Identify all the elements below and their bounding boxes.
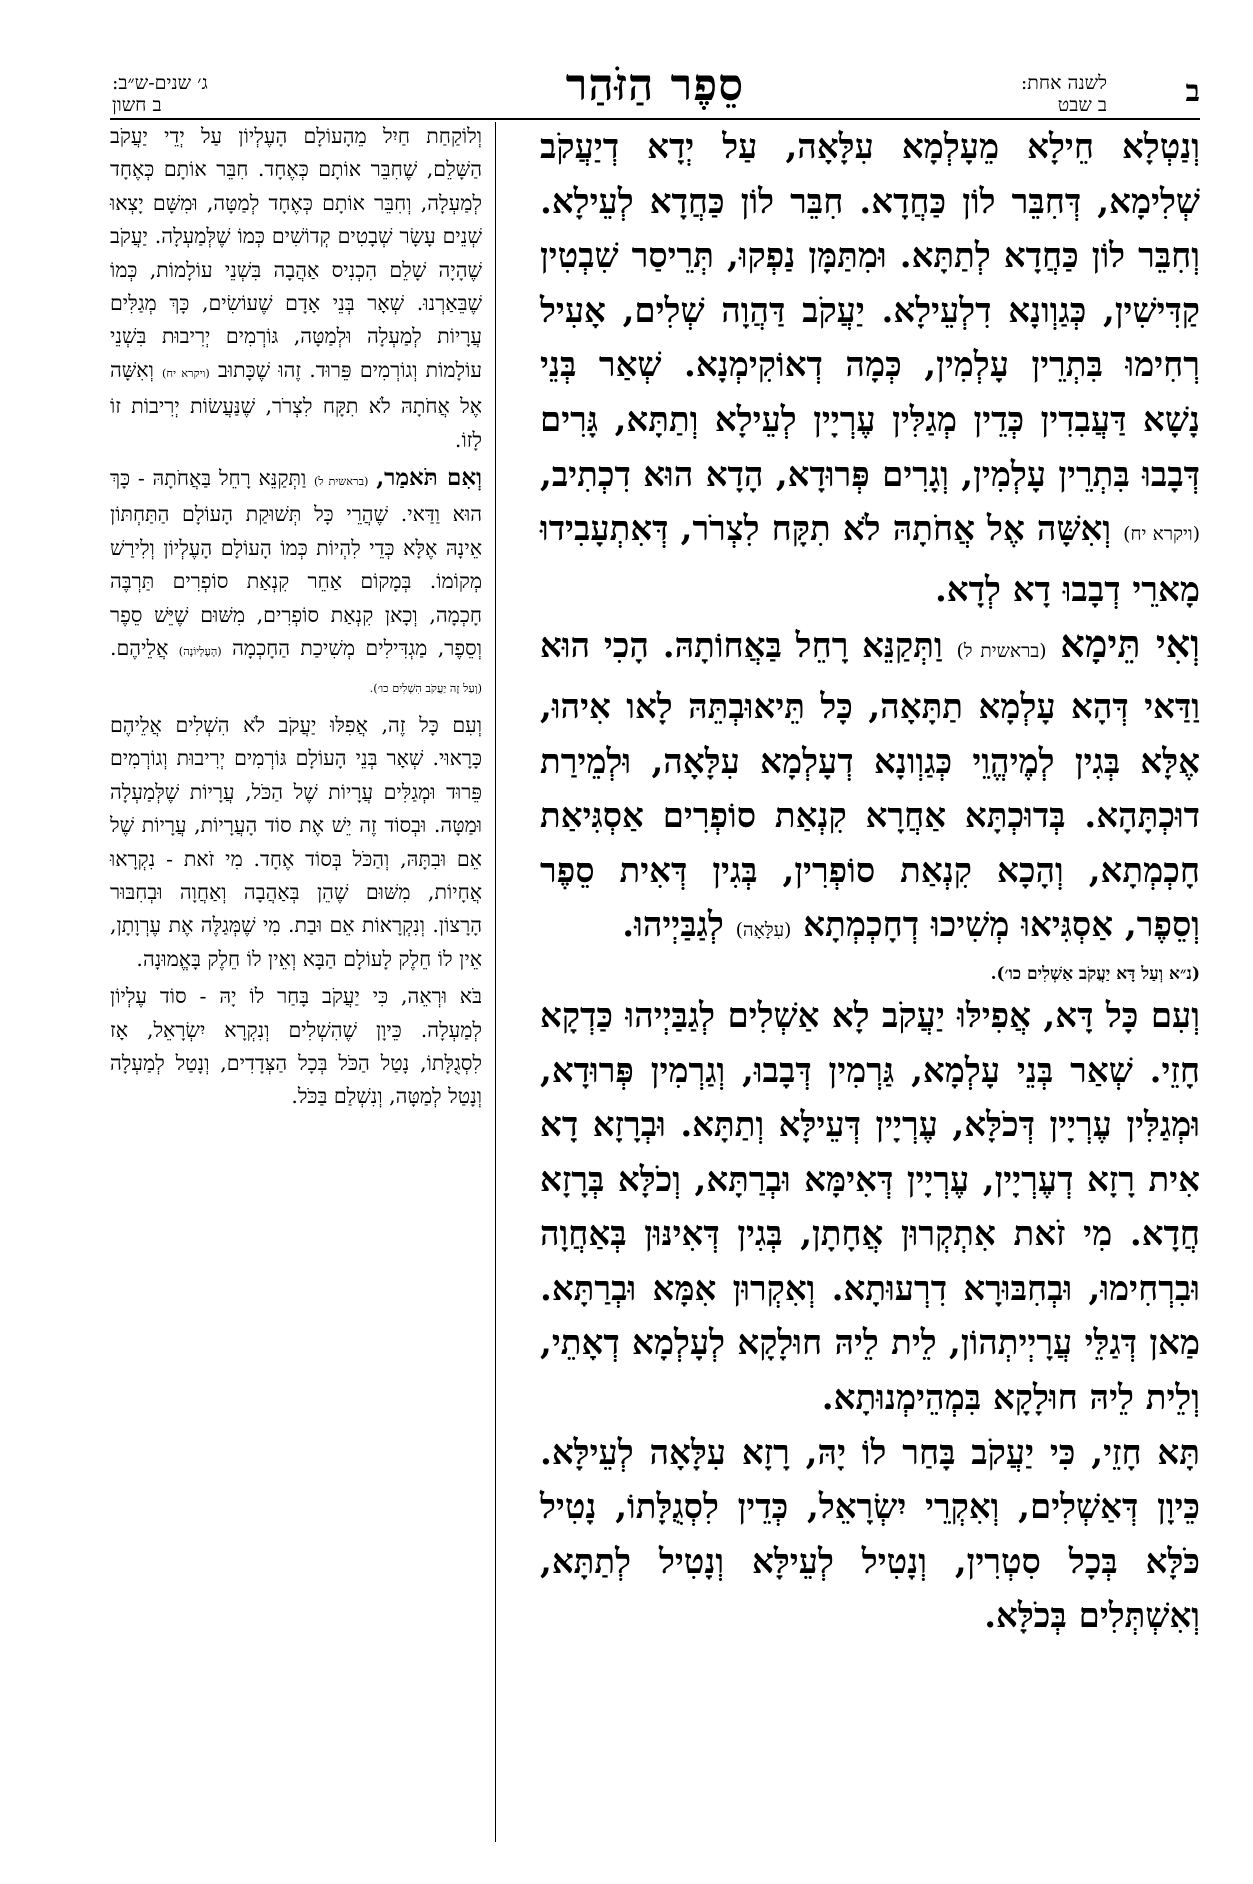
hebrew-translation-column (110, 120, 482, 1840)
commentary-date-label (112, 72, 208, 116)
aramaic-text-column (540, 120, 1200, 1840)
comm-paragraph-4: בֹּא וּרְאֵה, כִּי יַעֲקֹב בָּחַר לוֹ יָהּ - סוֹד עֶלְיוֹן לְמַעְלָה. כֵּיוָן שֶׁהִשְׁלִים וְנִקְרָא יִשְׂרָאֵל, אָז לִסְגֻלָּתוֹ, נָטַל הַכֹּל בְּכָל הַצְּדָדִים, וְנָטַל לְמַעְלָה וְנָטַל לְמַטָּה, וְנִשְׁלַם בַּכֹּל. (110, 984, 482, 1109)
variant-reading-note: (נ״א וְעַל דָּא יַעֲקֹב אַשְׁלִים כו׳). (990, 963, 1200, 984)
verse-reference: (ויקרא יח) (162, 366, 210, 380)
main-paragraph-3: וְעִם כָּל דָּא, אֲפִילּוּ יַעֲקֹב לָא אַשְׁלִים לְגַבַּיְיהוּ כַּדְקָא חָזֵי. שְׁאַר בְּנֵי עָלְמָא, גַּרְמִין דְּבָבוּ, וְגַרְמִין פְּרוּדָא, וּמְגַלִּין עֶרְיָין דְּכֹלָּא, עֶרְיָין דְּעֵילָּא וְתַתָּא. וּבְרָזָא דָא אִית רָזָא דְעֶרְיָין, עֶרְיָין דְּאִימָּא וּבְרַתָּא, וְכֹלָּא בְּרָזָא חֲדָא. מִי זֹאת אִתְקְרוּן אֲחָתָן, בְּגִין דְּאִינּוּן בְּאַחֲוָה וּבִרְחִימוּ, וּבְחִבּוּרָא דִרְעוּתָא. וְאִקְרוּן אִמָּא וּבְרַתָּא. מַאן דְּגַלֵּי עֲרָיְיתְהוֹן, לֵית לֵיהּ חוּלָקָא לְעָלְמָא דְאָתֵי, וְלֵית לֵיהּ חוּלָקָא בִּמְהֵימְנוּתָא. (540, 995, 1200, 1419)
variant-note: (עִלָּאָה) (735, 920, 792, 942)
main-paragraph-1: וְנַטְלָא חֵילָא מֵעָלְמָא עִלָּאָה, עַל יְדָא דְיַעֲקֹב שְׁלִימָא, דְּחִבֵּר לוֹן כַּחֲדָא. חִבֵּר לוֹן כַּחֲדָא לְעֵילָא. וְחִבֵּר לוֹן כַּחֲדָא לְתַתָּא. וּמִתַּמָּן נַפְקוּ, תְּרֵיסַר שִׁבְטִין קַדִּישִׁין, כְּגַוְונָא דִלְעֵילָא. יַעֲקֹב דַּהֲוָה שְׁלִים, אָעִיל רְחִימוּ בִּתְרֵין עָלְמִין, כְּמָה דְאוֹקִימְנָא. שְׁאַר בְּנֵי נָשָׁא דַּעֲבִדִין כְּדֵין מְגַלִּין עֶרְיָין לְעֵילָא וְתַתָּא, גָּרִים דְּבָבוּ בִּתְרֵין עָלְמִין, וְגָרִים פְּרוּדָא, הָדָא הוּא דִכְתִיב, (ויקרא יח) וְאִשָּׁה אֶל אֲחֹתָהּ לֹא תִקָּח לִצְרֹר, דְּאִתְעָבִידוּ מָארֵי דְבָבוּ דָא לְדָא. (540, 127, 1200, 610)
comm-paragraph-2: וְאִם תֹּאמַר, (בראשית ל) וַתְּקַנֵּא רָחֵל בַּאֲחֹתָהּ - כָּךְ הוּא וַדַּאי. שֶׁהֲרֵי כָּל תְּשׁוּקַת הָעוֹלָם הַתַּחְתּוֹן אֵינָהּ אֶלָּא כְּדֵי לִהְיוֹת כְּמוֹ הָעוֹלָם הָעֶלְיוֹן וְלִירַשׁ מְקוֹמוֹ. בְּמָקוֹם אַחֵר קִנְאַת סוֹפְרִים תַּרְבֶּה חָכְמָה, וְכָאן קִנְאַת סוֹפְרִים, מִשּׁוּם שֶׁיֵּשׁ סֵפֶר וְסֵפֶר, מַגְדִּילִים מְשִׁיכַת הַחָכְמָה (הָעֶלְיוֹנָה) אֲלֵיהֶם. (וְעַל זֶה יַעֲקֹב הִשְׁלִים כו׳). (110, 464, 482, 695)
page-header (110, 60, 1200, 120)
book-title: סֵפֶר הַזֹּהַר (565, 60, 745, 111)
comm-date-line2: ב חשון (112, 94, 162, 116)
comm-paragraph-1: וְלוֹקַחַת חַיִל מֵהָעוֹלָם הָעֶלְיוֹן עַל יְדֵי יַעֲקֹב הַשָּׁלֵם, שֶׁחִבֵּר אוֹתָם כְּאֶחָד. חִבֵּר אוֹתָם כְּאֶחָד לְמַעְלָה, וְחִבֵּר אוֹתָם כְּאֶחָד לְמַטָּה, וּמִשָּׁם יָצְאוּ שְׁנֵים עָשָׂר שְׁבָטִים קְדוֹשִׁים כְּמוֹ שֶׁלְּמַעְלָה. יַעֲקֹב שֶׁהָיָה שָׁלֵם הִכְנִיס אַהֲבָה בִּשְׁנֵי עוֹלָמוֹת, כְּמוֹ שֶׁבֵּאַרְנוּ. שְׁאָר בְּנֵי אָדָם שֶׁעוֹשִׂים, כָּךְ מְגַלִּים עֲרָיוֹת לְמַעְלָה וּלְמַטָּה, גּוֹרְמִים יְרִיבוּת בִּשְׁנֵי עוֹלָמוֹת וְגוֹרְמִים פֵּרוּד. זֶהוּ שֶׁכָּתוּב (ויקרא יח) וְאִשָּׁה אֶל אֲחֹתָהּ לֹא תִקָּח לִצְרֹר, שֶׁנַּעֲשׂוֹת יְרִיבוֹת זוֹ לָזוֹ. (110, 124, 482, 452)
variant-note: (הָעֶלְיוֹנָה) (178, 645, 222, 659)
main-date-line1: לשנה אחת: (1020, 72, 1107, 94)
page-number: ב (1185, 74, 1200, 109)
main-paragraph-4: תָּא חָזֵי, כִּי יַעֲקֹב בָּחַר לוֹ יָהּ, רָזָא עִלָּאָה לְעֵילָּא. כֵּיוָן דְּאַשְׁלִים, וְאִקְרֵי יִשְׂרָאֵל, כְּדֵין לִסְגֻלָּתוֹ, נָטִיל כֹּלָּא בְּכָל סִטְרִין, וְנָטִיל לְעֵילָּא וְנָטִיל לְתַתָּא, וְאִשְׁתְּלִים בְּכֹלָּא. (540, 1432, 1200, 1637)
variant-reading-note: (וְעַל זֶה יַעֲקֹב הִשְׁלִים כו׳). (369, 681, 482, 695)
verse-reference: (בראשית ל) (313, 475, 369, 489)
main-paragraph-2: וְאִי תֵּימָא (בראשית ל) וַתְּקַנֵּא רָחֵל בַּאֲחוֹתָהּ. הָכִי הוּא וַדַּאי דְּהָא עָלְמָא תַתָּאָה, כָּל תֵּיאוּבְתֵּהּ לָאו אִיהוּ, אֶלָּא בְּגִין לְמֶיהֱוֵי כְּגַוְונָא דְעָלְמָא עִלָּאָה, וּלְמֵירַת דוּכְתָּהָא. בְּדוּכְתָּא אַחֲרָא קִנְאַת סוֹפְרִים אַסְגִּיאַת חָכְמְתָא, וְהָכָא קִנְאַת סוֹפְרִין, בְּגִין דְּאִית סֵפֶר וְסֵפֶר, אַסְגִּיאוּ מְשִׁיכוּ דְחָכְמְתָא (עִלָּאָה) לְגַבַּיְיהוּ. (נ״א וְעַל דָּא יַעֲקֹב אַשְׁלִים כו׳). (540, 617, 1200, 989)
column-divider (495, 122, 496, 1842)
main-date-line2: ב שבט (1057, 94, 1107, 116)
comm-date-line1: ג׳ שנים-ש״ב: (112, 72, 208, 94)
verse-reference: (ויקרא יח) (1123, 524, 1200, 546)
comm-paragraph-3: וְעִם כָּל זֶה, אֲפִלּוּ יַעֲקֹב לֹא הִשְׁלִים אֲלֵיהֶם כָּרָאוּי. שְׁאָר בְּנֵי הָעוֹלָם גּוֹרְמִים יְרִיבוּת וְגוֹרְמִים פֵּרוּד וּמְגַלִּים עֲרָיוֹת שֶׁל הַכֹּל, עֲרָיוֹת שֶׁלְּמַעְלָה וּמַטָּה. וּבְסוֹד זֶה יֵשׁ אֶת סוֹד הָעֲרָיוֹת, עֲרָיוֹת שֶׁל אֵם וּבִתָּהּ, וְהַכֹּל בְּסוֹד אֶחָד. מִי זֹאת - נִקְרָאוּ אֲחָיוֹת, מִשּׁוּם שֶׁהֵן בְּאַהֲבָה וְאַחֲוָה וּבְחִבּוּר הָרָצוֹן. וְנִקְרָאוֹת אֵם וּבַת. מִי שֶׁמְּגַלֶּה אֶת עֶרְוָתָן, אֵין לוֹ חֵלֶק לָעוֹלָם הַבָּא וְאֵין לוֹ חֵלֶק בָּאֱמוּנָה. (110, 712, 482, 971)
verse-reference: (בראשית ל) (956, 641, 1047, 663)
